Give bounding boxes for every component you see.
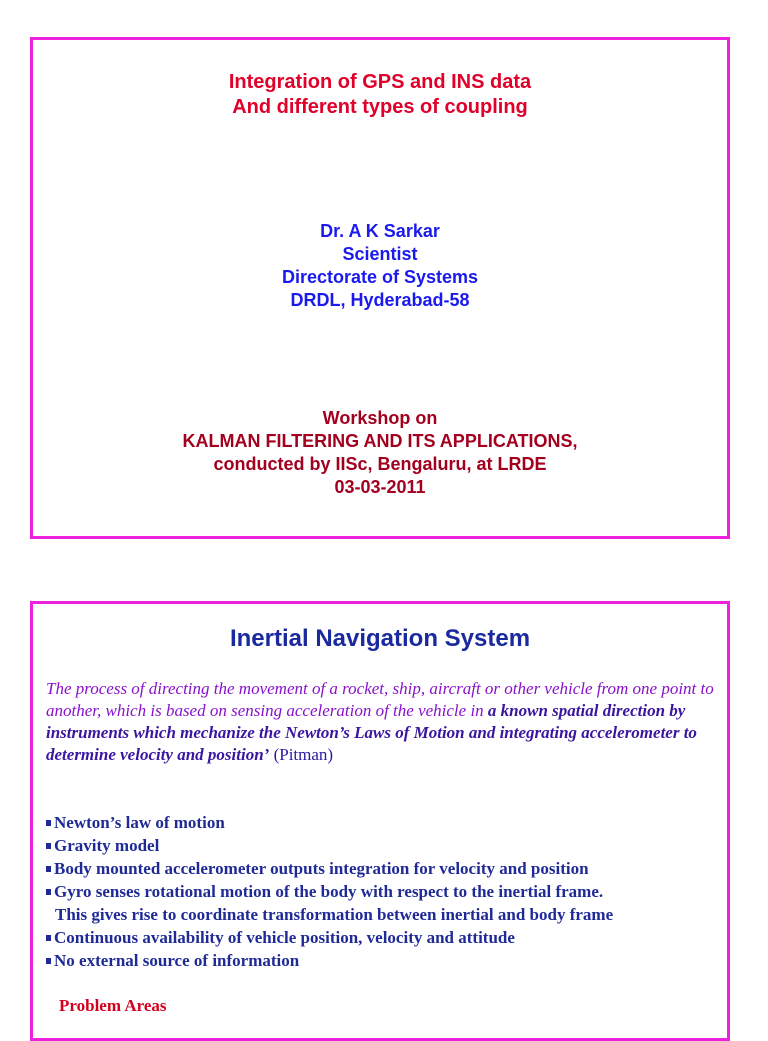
bullet-square-icon — [46, 958, 51, 964]
workshop-name: KALMAN FILTERING AND ITS APPLICATIONS, — [182, 431, 578, 451]
title-line-1: Integration of GPS and INS data — [228, 71, 532, 93]
list-item — [46, 949, 721, 972]
slide-title: Inertial Navigation System — [229, 625, 531, 652]
list-item-text: Gyro senses rotational motion of the body with respect to the inertial frame. — [54, 882, 604, 901]
author-directorate: Directorate of Systems — [281, 267, 479, 287]
list-item-text: Body mounted accelerometer outputs integration for velocity and position — [54, 859, 589, 878]
author-info — [33, 220, 727, 312]
list-item — [46, 926, 721, 949]
workshop-host: conducted by IISc, Bengaluru, at LRDE — [213, 454, 547, 474]
bullet-square-icon — [46, 843, 51, 849]
workshop-date: 03-03-2011 — [334, 477, 426, 497]
definition-bold-text: a known spatial direction by instruments which mechanize the Newton’s Laws of Motion and integrating accelerometer to determine velocity and position’ — [46, 701, 697, 764]
ins-slide — [30, 601, 730, 1041]
author-organization: DRDL, Hyderabad-58 — [290, 290, 470, 310]
problem-areas-heading: Problem Areas — [59, 996, 167, 1015]
definition-italic-text: The process of directing the movement of a rocket, ship, aircraft or other vehicle from one point to another, which is based on sensing acceleration of the vehicle in — [46, 679, 714, 720]
list-item-text: Gravity model — [54, 836, 160, 855]
bullet-square-icon — [46, 820, 51, 826]
bullet-square-icon — [46, 889, 51, 895]
workshop-heading: Workshop on — [322, 408, 438, 428]
list-item — [46, 834, 721, 857]
bullet-square-icon — [46, 935, 51, 941]
author-name: Dr. A K Sarkar — [320, 221, 440, 241]
list-item-text: Newton’s law of motion — [54, 813, 225, 832]
presentation-title — [33, 70, 727, 120]
title-line-2: And different types of coupling — [232, 96, 528, 118]
ins-definition — [46, 678, 717, 766]
list-item — [46, 857, 721, 880]
list-item-continuation — [46, 903, 721, 926]
workshop-info — [33, 407, 727, 499]
definition-citation: (Pitman) — [269, 745, 334, 764]
list-item — [46, 880, 721, 903]
bullet-square-icon — [46, 866, 51, 872]
list-item-text: Continuous availability of vehicle position, velocity and attitude — [54, 928, 515, 947]
list-item-text: No external source of information — [54, 951, 300, 970]
title-slide — [30, 37, 730, 539]
list-item-text: This gives rise to coordinate transformation between inertial and body frame — [55, 905, 614, 924]
author-role: Scientist — [342, 244, 418, 264]
list-item — [46, 811, 721, 834]
ins-feature-list — [46, 811, 721, 972]
